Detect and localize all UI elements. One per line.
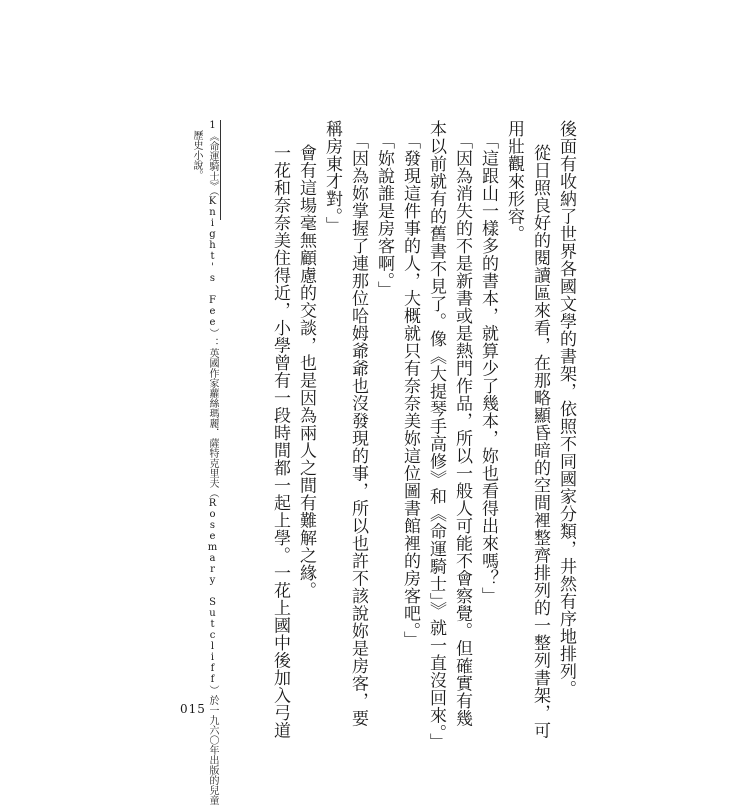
footnote-text: 《命運騎士》（Knight's Fee）：英國作家蘿絲瑪麗．薩特克里夫（Rosemary Sutcliff）於一九六〇年出版的兒童: [207, 131, 218, 805]
text-column-12: 一花和奈奈美住得近，小學曾有一段時間都一起上學。一花上國中後加入弓道: [270, 144, 290, 739]
text-column-7: 「發現這件事的人，大概就只有奈奈美妳這位圖書館裡的房客吧。」: [400, 132, 420, 649]
footnote-marker: 1: [207, 120, 218, 131]
footnote-divider: [220, 120, 221, 220]
text-column-6: 本以前就有的舊書不見了。像《大提琴手高修》和《命運騎士」》就一直沒回來。」: [426, 120, 446, 751]
text-column-11: 會有這場毫無顧慮的交談，也是因為兩人之間有難解之緣。: [296, 144, 316, 599]
text-column-3: 用壯觀來形容。: [504, 120, 524, 243]
text-column-9: 「因為妳掌握了連那位哈姆爺爺也沒發現的事，所以也許不該說妳是房客，要: [348, 132, 368, 727]
page-number: 015: [180, 702, 206, 716]
footnote-line-1: [205, 120, 219, 805]
text-column-5: 「因為消失的不是新書或是熱門作品，所以一般人可能不會察覺。但確實有幾: [452, 132, 472, 727]
footnote-line-2: 歷史小說。: [191, 130, 202, 180]
text-column-8: 「妳說誰是房客啊。」: [374, 132, 394, 299]
text-column-10: 稱房東才對。」: [322, 120, 342, 234]
text-column-1: 後面有收納了世界各國文學的書架，依照不同國家分類，井然有序地排列。: [556, 120, 576, 698]
text-column-2: 從日照良好的閱讀區來看，在那略顯昏暗的空間裡整齊排列的一整列書架，可: [530, 144, 550, 739]
text-column-4: 「這跟山一樣多的書本，就算少了幾本，妳也看得出來嗎？」: [478, 132, 498, 605]
